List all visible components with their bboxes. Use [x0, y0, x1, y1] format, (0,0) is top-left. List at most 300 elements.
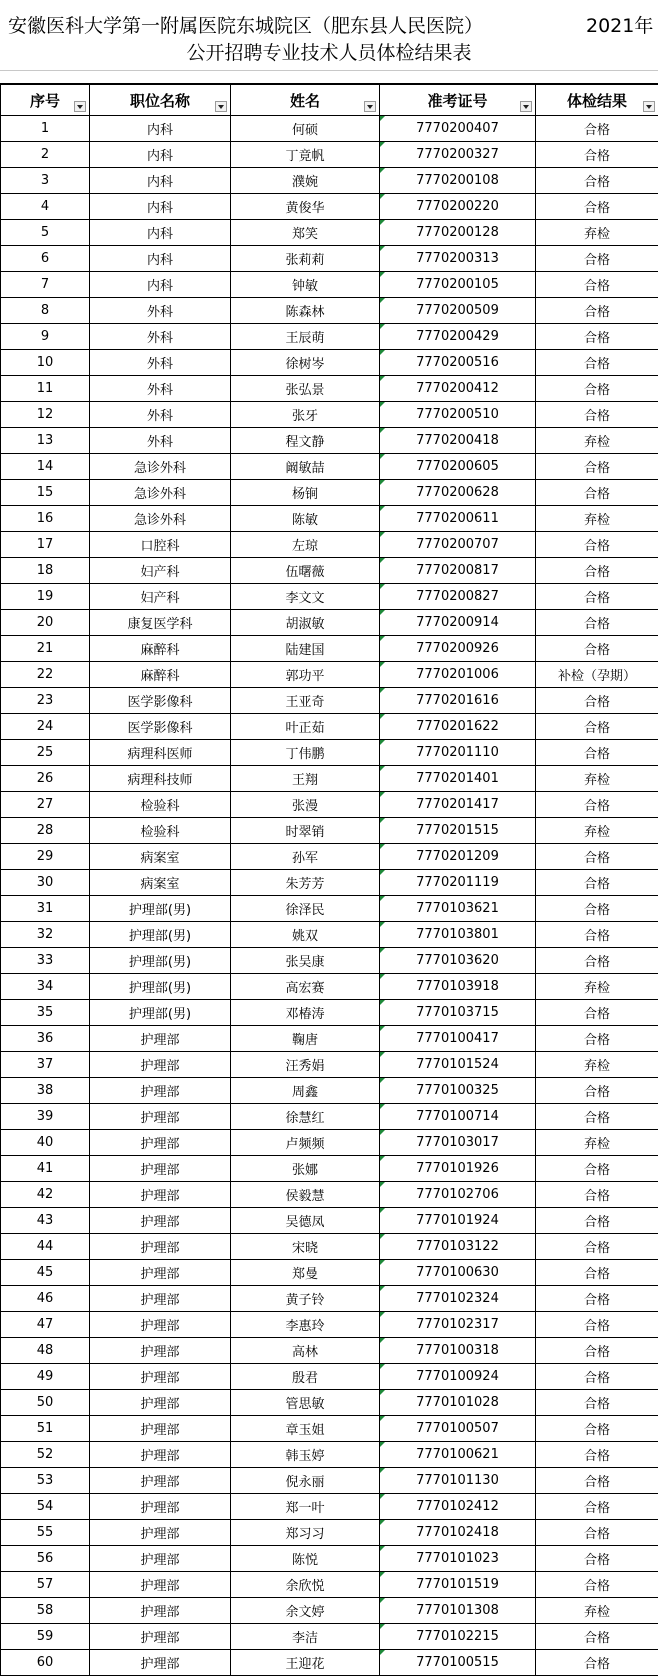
seq-cell[interactable]: 29: [1, 844, 90, 870]
result-cell[interactable]: 合格: [536, 1182, 658, 1208]
seq-cell[interactable]: 6: [1, 246, 90, 272]
position-cell[interactable]: 急诊外科: [90, 454, 231, 480]
position-cell[interactable]: 护理部: [90, 1572, 231, 1598]
seq-cell[interactable]: 16: [1, 506, 90, 532]
exam-id-cell[interactable]: 7770200926: [380, 636, 536, 662]
result-cell[interactable]: 合格: [536, 1286, 658, 1312]
position-cell[interactable]: 内科: [90, 194, 231, 220]
exam-id-cell[interactable]: 7770200327: [380, 142, 536, 168]
result-cell[interactable]: 合格: [536, 272, 658, 298]
position-cell[interactable]: 护理部(男): [90, 922, 231, 948]
position-cell[interactable]: 护理部: [90, 1208, 231, 1234]
filter-dropdown-icon[interactable]: [74, 101, 86, 112]
name-cell[interactable]: 郑一叶: [231, 1494, 380, 1520]
name-cell[interactable]: 郭功平: [231, 662, 380, 688]
result-cell[interactable]: 合格: [536, 1026, 658, 1052]
exam-id-cell[interactable]: 7770200817: [380, 558, 536, 584]
exam-id-cell[interactable]: 7770100621: [380, 1442, 536, 1468]
exam-id-cell[interactable]: 7770103801: [380, 922, 536, 948]
filter-dropdown-icon[interactable]: [215, 101, 227, 112]
position-cell[interactable]: 护理部: [90, 1390, 231, 1416]
result-cell[interactable]: 合格: [536, 584, 658, 610]
seq-cell[interactable]: 25: [1, 740, 90, 766]
result-cell[interactable]: 弃检: [536, 506, 658, 532]
result-cell[interactable]: 合格: [536, 1572, 658, 1598]
position-cell[interactable]: 护理部: [90, 1338, 231, 1364]
position-cell[interactable]: 护理部: [90, 1078, 231, 1104]
name-cell[interactable]: 章玉姐: [231, 1416, 380, 1442]
result-cell[interactable]: 合格: [536, 688, 658, 714]
position-cell[interactable]: 护理部: [90, 1416, 231, 1442]
result-cell[interactable]: 合格: [536, 558, 658, 584]
position-cell[interactable]: 麻醉科: [90, 636, 231, 662]
seq-cell[interactable]: 55: [1, 1520, 90, 1546]
exam-id-cell[interactable]: 7770100507: [380, 1416, 536, 1442]
result-cell[interactable]: 弃检: [536, 1130, 658, 1156]
result-cell[interactable]: 弃检: [536, 220, 658, 246]
name-cell[interactable]: 徐树岑: [231, 350, 380, 376]
seq-cell[interactable]: 8: [1, 298, 90, 324]
exam-id-cell[interactable]: 7770201006: [380, 662, 536, 688]
position-cell[interactable]: 护理部: [90, 1052, 231, 1078]
name-cell[interactable]: 陈敏: [231, 506, 380, 532]
seq-cell[interactable]: 44: [1, 1234, 90, 1260]
result-cell[interactable]: 弃检: [536, 428, 658, 454]
name-cell[interactable]: 胡淑敏: [231, 610, 380, 636]
name-cell[interactable]: 王亚奇: [231, 688, 380, 714]
position-cell[interactable]: 护理部: [90, 1650, 231, 1676]
name-cell[interactable]: 李洁: [231, 1624, 380, 1650]
position-cell[interactable]: 护理部(男): [90, 974, 231, 1000]
position-cell[interactable]: 妇产科: [90, 584, 231, 610]
name-cell[interactable]: 杨锏: [231, 480, 380, 506]
result-cell[interactable]: 合格: [536, 1104, 658, 1130]
position-cell[interactable]: 护理部: [90, 1130, 231, 1156]
name-cell[interactable]: 余欣悦: [231, 1572, 380, 1598]
position-cell[interactable]: 护理部: [90, 1312, 231, 1338]
name-cell[interactable]: 徐泽民: [231, 896, 380, 922]
seq-cell[interactable]: 38: [1, 1078, 90, 1104]
name-cell[interactable]: 郑习习: [231, 1520, 380, 1546]
name-cell[interactable]: 徐慧红: [231, 1104, 380, 1130]
exam-id-cell[interactable]: 7770200407: [380, 116, 536, 142]
position-cell[interactable]: 康复医学科: [90, 610, 231, 636]
seq-cell[interactable]: 2: [1, 142, 90, 168]
position-cell[interactable]: 内科: [90, 272, 231, 298]
position-cell[interactable]: 护理部: [90, 1520, 231, 1546]
result-cell[interactable]: 合格: [536, 1416, 658, 1442]
name-cell[interactable]: 郑笑: [231, 220, 380, 246]
name-cell[interactable]: 管思敏: [231, 1390, 380, 1416]
position-cell[interactable]: 护理部: [90, 1026, 231, 1052]
name-cell[interactable]: 陈悦: [231, 1546, 380, 1572]
position-cell[interactable]: 麻醉科: [90, 662, 231, 688]
name-cell[interactable]: 余文婷: [231, 1598, 380, 1624]
exam-id-cell[interactable]: 7770200429: [380, 324, 536, 350]
name-cell[interactable]: 程文静: [231, 428, 380, 454]
position-cell[interactable]: 护理部: [90, 1182, 231, 1208]
name-cell[interactable]: 阚敏喆: [231, 454, 380, 480]
name-cell[interactable]: 陆建国: [231, 636, 380, 662]
seq-cell[interactable]: 45: [1, 1260, 90, 1286]
result-cell[interactable]: 合格: [536, 480, 658, 506]
name-cell[interactable]: 吴德凤: [231, 1208, 380, 1234]
exam-id-cell[interactable]: 7770103620: [380, 948, 536, 974]
name-cell[interactable]: 郑曼: [231, 1260, 380, 1286]
seq-cell[interactable]: 19: [1, 584, 90, 610]
seq-cell[interactable]: 36: [1, 1026, 90, 1052]
name-cell[interactable]: 陈森林: [231, 298, 380, 324]
seq-cell[interactable]: 46: [1, 1286, 90, 1312]
seq-cell[interactable]: 49: [1, 1364, 90, 1390]
seq-cell[interactable]: 10: [1, 350, 90, 376]
seq-cell[interactable]: 37: [1, 1052, 90, 1078]
exam-id-cell[interactable]: 7770200128: [380, 220, 536, 246]
exam-id-cell[interactable]: 7770201401: [380, 766, 536, 792]
name-cell[interactable]: 张漫: [231, 792, 380, 818]
name-cell[interactable]: 王翔: [231, 766, 380, 792]
result-cell[interactable]: 合格: [536, 922, 658, 948]
position-cell[interactable]: 医学影像科: [90, 714, 231, 740]
seq-cell[interactable]: 17: [1, 532, 90, 558]
exam-id-cell[interactable]: 7770100714: [380, 1104, 536, 1130]
position-cell[interactable]: 检验科: [90, 818, 231, 844]
result-cell[interactable]: 合格: [536, 1650, 658, 1676]
exam-id-cell[interactable]: 7770100318: [380, 1338, 536, 1364]
position-cell[interactable]: 护理部(男): [90, 896, 231, 922]
seq-cell[interactable]: 58: [1, 1598, 90, 1624]
result-cell[interactable]: 合格: [536, 142, 658, 168]
result-cell[interactable]: 合格: [536, 1494, 658, 1520]
filter-dropdown-icon[interactable]: [520, 101, 532, 112]
seq-cell[interactable]: 20: [1, 610, 90, 636]
position-cell[interactable]: 急诊外科: [90, 480, 231, 506]
exam-id-cell[interactable]: 7770100924: [380, 1364, 536, 1390]
exam-id-cell[interactable]: 7770100417: [380, 1026, 536, 1052]
seq-cell[interactable]: 30: [1, 870, 90, 896]
exam-id-cell[interactable]: 7770103715: [380, 1000, 536, 1026]
name-cell[interactable]: 高宏赛: [231, 974, 380, 1000]
exam-id-cell[interactable]: 7770201110: [380, 740, 536, 766]
exam-id-cell[interactable]: 7770100630: [380, 1260, 536, 1286]
position-cell[interactable]: 病理科技师: [90, 766, 231, 792]
position-cell[interactable]: 病案室: [90, 870, 231, 896]
position-cell[interactable]: 护理部: [90, 1260, 231, 1286]
seq-cell[interactable]: 1: [1, 116, 90, 142]
seq-cell[interactable]: 13: [1, 428, 90, 454]
seq-cell[interactable]: 12: [1, 402, 90, 428]
name-cell[interactable]: 张弘景: [231, 376, 380, 402]
position-cell[interactable]: 外科: [90, 402, 231, 428]
exam-id-cell[interactable]: 7770200418: [380, 428, 536, 454]
position-cell[interactable]: 外科: [90, 298, 231, 324]
exam-id-cell[interactable]: 7770102412: [380, 1494, 536, 1520]
exam-id-cell[interactable]: 7770201622: [380, 714, 536, 740]
name-cell[interactable]: 张娜: [231, 1156, 380, 1182]
position-cell[interactable]: 检验科: [90, 792, 231, 818]
seq-cell[interactable]: 39: [1, 1104, 90, 1130]
result-cell[interactable]: 合格: [536, 740, 658, 766]
result-cell[interactable]: 合格: [536, 532, 658, 558]
seq-cell[interactable]: 11: [1, 376, 90, 402]
exam-id-cell[interactable]: 7770200516: [380, 350, 536, 376]
position-cell[interactable]: 病案室: [90, 844, 231, 870]
exam-id-cell[interactable]: 7770200509: [380, 298, 536, 324]
position-cell[interactable]: 护理部: [90, 1468, 231, 1494]
result-cell[interactable]: 合格: [536, 1546, 658, 1572]
result-cell[interactable]: 合格: [536, 1078, 658, 1104]
exam-id-cell[interactable]: 7770102418: [380, 1520, 536, 1546]
result-cell[interactable]: 合格: [536, 1234, 658, 1260]
seq-cell[interactable]: 24: [1, 714, 90, 740]
result-cell[interactable]: 合格: [536, 1468, 658, 1494]
name-cell[interactable]: 朱芳芳: [231, 870, 380, 896]
seq-cell[interactable]: 22: [1, 662, 90, 688]
position-cell[interactable]: 护理部: [90, 1598, 231, 1624]
position-cell[interactable]: 护理部: [90, 1364, 231, 1390]
name-cell[interactable]: 卢频频: [231, 1130, 380, 1156]
exam-id-cell[interactable]: 7770200412: [380, 376, 536, 402]
result-cell[interactable]: 合格: [536, 1364, 658, 1390]
name-cell[interactable]: 王迎花: [231, 1650, 380, 1676]
seq-cell[interactable]: 60: [1, 1650, 90, 1676]
name-cell[interactable]: 宋晓: [231, 1234, 380, 1260]
name-cell[interactable]: 孙军: [231, 844, 380, 870]
name-cell[interactable]: 何硕: [231, 116, 380, 142]
position-cell[interactable]: 内科: [90, 142, 231, 168]
exam-id-cell[interactable]: 7770103122: [380, 1234, 536, 1260]
name-cell[interactable]: 张牙: [231, 402, 380, 428]
result-cell[interactable]: 合格: [536, 1624, 658, 1650]
seq-cell[interactable]: 21: [1, 636, 90, 662]
exam-id-cell[interactable]: 7770201209: [380, 844, 536, 870]
result-cell[interactable]: 合格: [536, 116, 658, 142]
exam-id-cell[interactable]: 7770201515: [380, 818, 536, 844]
position-cell[interactable]: 护理部: [90, 1624, 231, 1650]
position-cell[interactable]: 外科: [90, 428, 231, 454]
name-cell[interactable]: 濮婉: [231, 168, 380, 194]
position-cell[interactable]: 内科: [90, 168, 231, 194]
exam-id-cell[interactable]: 7770100325: [380, 1078, 536, 1104]
seq-cell[interactable]: 51: [1, 1416, 90, 1442]
exam-id-cell[interactable]: 7770101924: [380, 1208, 536, 1234]
seq-cell[interactable]: 42: [1, 1182, 90, 1208]
result-cell[interactable]: 合格: [536, 1390, 658, 1416]
seq-cell[interactable]: 33: [1, 948, 90, 974]
seq-cell[interactable]: 56: [1, 1546, 90, 1572]
result-cell[interactable]: 弃检: [536, 766, 658, 792]
name-cell[interactable]: 鞠唐: [231, 1026, 380, 1052]
seq-cell[interactable]: 40: [1, 1130, 90, 1156]
exam-id-cell[interactable]: 7770101028: [380, 1390, 536, 1416]
position-cell[interactable]: 护理部: [90, 1104, 231, 1130]
position-cell[interactable]: 口腔科: [90, 532, 231, 558]
result-cell[interactable]: 合格: [536, 168, 658, 194]
result-cell[interactable]: 合格: [536, 324, 658, 350]
seq-cell[interactable]: 54: [1, 1494, 90, 1520]
exam-id-cell[interactable]: 7770101130: [380, 1468, 536, 1494]
result-cell[interactable]: 合格: [536, 454, 658, 480]
exam-id-cell[interactable]: 7770200914: [380, 610, 536, 636]
name-cell[interactable]: 李惠玲: [231, 1312, 380, 1338]
position-cell[interactable]: 护理部(男): [90, 948, 231, 974]
result-cell[interactable]: 合格: [536, 246, 658, 272]
seq-cell[interactable]: 23: [1, 688, 90, 714]
result-cell[interactable]: 合格: [536, 1260, 658, 1286]
exam-id-cell[interactable]: 7770201119: [380, 870, 536, 896]
seq-cell[interactable]: 27: [1, 792, 90, 818]
position-cell[interactable]: 急诊外科: [90, 506, 231, 532]
exam-id-cell[interactable]: 7770102317: [380, 1312, 536, 1338]
seq-cell[interactable]: 47: [1, 1312, 90, 1338]
exam-id-cell[interactable]: 7770200108: [380, 168, 536, 194]
result-cell[interactable]: 合格: [536, 1208, 658, 1234]
result-cell[interactable]: 合格: [536, 844, 658, 870]
seq-cell[interactable]: 53: [1, 1468, 90, 1494]
name-cell[interactable]: 汪秀娟: [231, 1052, 380, 1078]
result-cell[interactable]: 合格: [536, 376, 658, 402]
name-cell[interactable]: 韩玉婷: [231, 1442, 380, 1468]
name-cell[interactable]: 黄俊华: [231, 194, 380, 220]
result-cell[interactable]: 合格: [536, 610, 658, 636]
result-cell[interactable]: 合格: [536, 1520, 658, 1546]
exam-id-cell[interactable]: 7770102324: [380, 1286, 536, 1312]
seq-cell[interactable]: 41: [1, 1156, 90, 1182]
seq-cell[interactable]: 57: [1, 1572, 90, 1598]
seq-cell[interactable]: 15: [1, 480, 90, 506]
result-cell[interactable]: 合格: [536, 1312, 658, 1338]
position-cell[interactable]: 护理部(男): [90, 1000, 231, 1026]
position-cell[interactable]: 护理部: [90, 1546, 231, 1572]
name-cell[interactable]: 侯毅慧: [231, 1182, 380, 1208]
exam-id-cell[interactable]: 7770102215: [380, 1624, 536, 1650]
seq-cell[interactable]: 48: [1, 1338, 90, 1364]
name-cell[interactable]: 时翠销: [231, 818, 380, 844]
seq-cell[interactable]: 7: [1, 272, 90, 298]
exam-id-cell[interactable]: 7770200611: [380, 506, 536, 532]
seq-cell[interactable]: 9: [1, 324, 90, 350]
position-cell[interactable]: 内科: [90, 220, 231, 246]
position-cell[interactable]: 护理部: [90, 1234, 231, 1260]
name-cell[interactable]: 倪永丽: [231, 1468, 380, 1494]
exam-id-cell[interactable]: 7770101524: [380, 1052, 536, 1078]
name-cell[interactable]: 丁竟帆: [231, 142, 380, 168]
seq-cell[interactable]: 31: [1, 896, 90, 922]
exam-id-cell[interactable]: 7770103918: [380, 974, 536, 1000]
result-cell[interactable]: 合格: [536, 1442, 658, 1468]
position-cell[interactable]: 护理部: [90, 1286, 231, 1312]
name-cell[interactable]: 姚双: [231, 922, 380, 948]
result-cell[interactable]: 合格: [536, 350, 658, 376]
name-cell[interactable]: 叶正茹: [231, 714, 380, 740]
result-cell[interactable]: 合格: [536, 714, 658, 740]
seq-cell[interactable]: 4: [1, 194, 90, 220]
exam-id-cell[interactable]: 7770103621: [380, 896, 536, 922]
seq-cell[interactable]: 5: [1, 220, 90, 246]
result-cell[interactable]: 合格: [536, 948, 658, 974]
result-cell[interactable]: 合格: [536, 194, 658, 220]
position-cell[interactable]: 妇产科: [90, 558, 231, 584]
exam-id-cell[interactable]: 7770101308: [380, 1598, 536, 1624]
seq-cell[interactable]: 18: [1, 558, 90, 584]
exam-id-cell[interactable]: 7770200827: [380, 584, 536, 610]
exam-id-cell[interactable]: 7770200628: [380, 480, 536, 506]
result-cell[interactable]: 合格: [536, 792, 658, 818]
seq-cell[interactable]: 26: [1, 766, 90, 792]
exam-id-cell[interactable]: 7770100515: [380, 1650, 536, 1676]
result-cell[interactable]: 合格: [536, 298, 658, 324]
result-cell[interactable]: 合格: [536, 1000, 658, 1026]
exam-id-cell[interactable]: 7770200605: [380, 454, 536, 480]
exam-id-cell[interactable]: 7770101023: [380, 1546, 536, 1572]
name-cell[interactable]: 李文文: [231, 584, 380, 610]
seq-cell[interactable]: 59: [1, 1624, 90, 1650]
result-cell[interactable]: 弃检: [536, 974, 658, 1000]
name-cell[interactable]: 张吴康: [231, 948, 380, 974]
result-cell[interactable]: 合格: [536, 870, 658, 896]
result-cell[interactable]: 弃检: [536, 818, 658, 844]
exam-id-cell[interactable]: 7770201616: [380, 688, 536, 714]
name-cell[interactable]: 伍曙薇: [231, 558, 380, 584]
name-cell[interactable]: 殷君: [231, 1364, 380, 1390]
result-cell[interactable]: 合格: [536, 1156, 658, 1182]
exam-id-cell[interactable]: 7770200105: [380, 272, 536, 298]
seq-cell[interactable]: 32: [1, 922, 90, 948]
name-cell[interactable]: 王辰萌: [231, 324, 380, 350]
result-cell[interactable]: 合格: [536, 1338, 658, 1364]
exam-id-cell[interactable]: 7770200220: [380, 194, 536, 220]
position-cell[interactable]: 护理部: [90, 1494, 231, 1520]
result-cell[interactable]: 合格: [536, 402, 658, 428]
filter-dropdown-icon[interactable]: [364, 101, 376, 112]
name-cell[interactable]: 高林: [231, 1338, 380, 1364]
name-cell[interactable]: 邓椿涛: [231, 1000, 380, 1026]
name-cell[interactable]: 黄子铃: [231, 1286, 380, 1312]
exam-id-cell[interactable]: 7770103017: [380, 1130, 536, 1156]
name-cell[interactable]: 张莉莉: [231, 246, 380, 272]
seq-cell[interactable]: 34: [1, 974, 90, 1000]
result-cell[interactable]: 弃检: [536, 1052, 658, 1078]
filter-dropdown-icon[interactable]: [643, 101, 655, 112]
exam-id-cell[interactable]: 7770201417: [380, 792, 536, 818]
exam-id-cell[interactable]: 7770200510: [380, 402, 536, 428]
seq-cell[interactable]: 35: [1, 1000, 90, 1026]
position-cell[interactable]: 外科: [90, 350, 231, 376]
position-cell[interactable]: 护理部: [90, 1156, 231, 1182]
exam-id-cell[interactable]: 7770200313: [380, 246, 536, 272]
exam-id-cell[interactable]: 7770200707: [380, 532, 536, 558]
result-cell[interactable]: 弃检: [536, 1598, 658, 1624]
position-cell[interactable]: 内科: [90, 116, 231, 142]
position-cell[interactable]: 内科: [90, 246, 231, 272]
exam-id-cell[interactable]: 7770101926: [380, 1156, 536, 1182]
exam-id-cell[interactable]: 7770101519: [380, 1572, 536, 1598]
position-cell[interactable]: 病理科医师: [90, 740, 231, 766]
exam-id-cell[interactable]: 7770102706: [380, 1182, 536, 1208]
seq-cell[interactable]: 28: [1, 818, 90, 844]
name-cell[interactable]: 丁伟鹏: [231, 740, 380, 766]
seq-cell[interactable]: 3: [1, 168, 90, 194]
position-cell[interactable]: 外科: [90, 324, 231, 350]
name-cell[interactable]: 左琼: [231, 532, 380, 558]
seq-cell[interactable]: 52: [1, 1442, 90, 1468]
name-cell[interactable]: 钟敏: [231, 272, 380, 298]
result-cell[interactable]: 合格: [536, 896, 658, 922]
name-cell[interactable]: 周鑫: [231, 1078, 380, 1104]
position-cell[interactable]: 医学影像科: [90, 688, 231, 714]
seq-cell[interactable]: 43: [1, 1208, 90, 1234]
result-cell[interactable]: 补检（孕期）: [536, 662, 658, 688]
